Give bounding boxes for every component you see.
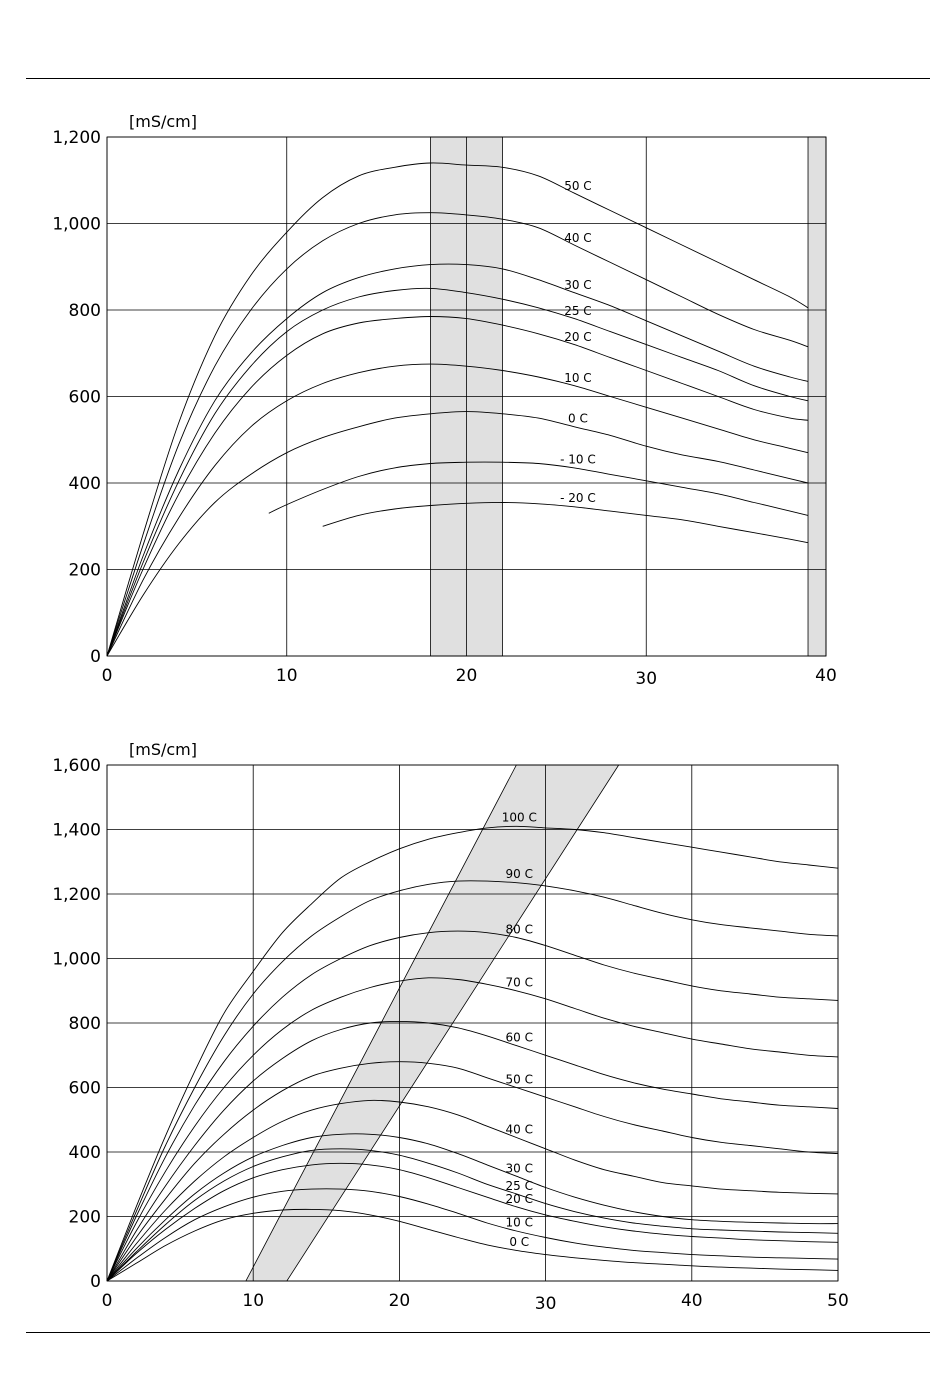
y-tick-label: 600 xyxy=(68,387,101,408)
x-tick-label: 40 xyxy=(815,666,837,686)
series-label: 40 C xyxy=(505,1122,534,1137)
y-tick-label: 1,200 xyxy=(52,128,101,148)
series-label: 25 C xyxy=(505,1178,534,1193)
series-line xyxy=(107,1209,838,1281)
series-label: 10 C xyxy=(505,1215,534,1230)
y-tick-label: 400 xyxy=(68,474,101,494)
y-tick-label: 800 xyxy=(68,1014,101,1034)
y-tick-label: 0 xyxy=(90,647,101,667)
y-tick-label: 200 xyxy=(68,560,101,581)
series-label: 20 C xyxy=(564,329,592,344)
y-tick-label: 1,000 xyxy=(52,949,101,970)
series-label: 50 C xyxy=(505,1072,534,1087)
y-axis-unit-label: [mS/cm] xyxy=(129,740,197,759)
x-tick-label: 10 xyxy=(275,666,298,686)
series-label: - 10 C xyxy=(560,452,596,467)
series-label: 40 C xyxy=(564,230,592,245)
series-label: 10 C xyxy=(564,370,592,385)
y-tick-label: 400 xyxy=(68,1143,101,1163)
x-tick-label: 30 xyxy=(635,669,658,689)
series-label: 25 C xyxy=(564,303,592,318)
series-line xyxy=(323,502,808,542)
x-tick-label: 30 xyxy=(534,1294,557,1314)
series-label: 70 C xyxy=(505,975,534,990)
series-line xyxy=(269,462,808,515)
y-tick-label: 200 xyxy=(68,1207,101,1228)
series-label: 30 C xyxy=(505,1161,534,1176)
series-line xyxy=(107,1149,838,1281)
y-tick-label: 600 xyxy=(68,1078,101,1099)
chart2 xyxy=(52,740,848,1314)
x-tick-label: 20 xyxy=(388,1291,411,1311)
y-tick-label: 1,600 xyxy=(52,756,101,776)
y-tick-label: 0 xyxy=(90,1272,101,1292)
x-tick-label: 50 xyxy=(827,1291,849,1311)
series-label: 60 C xyxy=(505,1030,534,1045)
series-label: 0 C xyxy=(509,1234,530,1249)
series-line xyxy=(107,1134,838,1281)
series-label: 0 C xyxy=(568,411,588,426)
series-label: 50 C xyxy=(564,178,592,193)
x-tick-label: 20 xyxy=(455,666,478,686)
series-label: 30 C xyxy=(564,277,592,292)
y-tick-label: 1,200 xyxy=(52,885,101,905)
x-tick-label: 10 xyxy=(242,1291,265,1311)
y-axis-unit-label: [mS/cm] xyxy=(129,112,197,131)
chart1 xyxy=(52,112,836,689)
x-tick-label: 0 xyxy=(101,666,113,686)
series-label: 90 C xyxy=(505,867,534,882)
y-tick-label: 1,000 xyxy=(52,214,101,235)
series-line xyxy=(107,1021,838,1281)
y-tick-label: 1,400 xyxy=(52,820,101,841)
series-label: 80 C xyxy=(505,922,534,937)
series-label: 100 C xyxy=(501,810,537,825)
series-line xyxy=(107,1062,838,1281)
x-tick-label: 0 xyxy=(101,1291,113,1311)
series-line xyxy=(107,1100,838,1281)
series-label: - 20 C xyxy=(560,491,596,506)
y-tick-label: 800 xyxy=(68,301,101,321)
series-label: 20 C xyxy=(505,1191,534,1206)
x-tick-label: 40 xyxy=(680,1291,703,1311)
